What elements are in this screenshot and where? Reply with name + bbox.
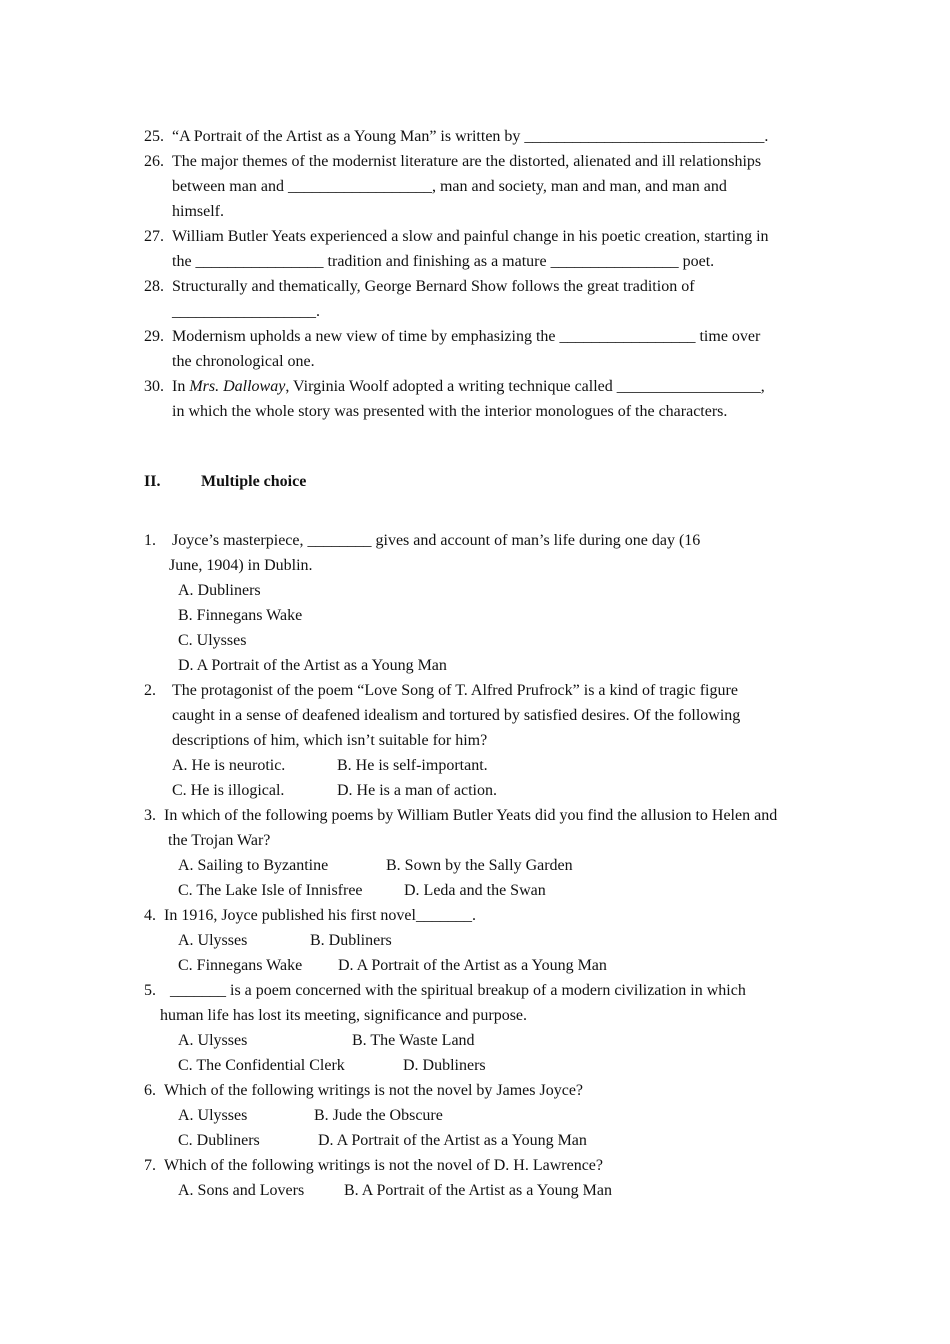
answer-option: B. Dubliners — [310, 932, 392, 949]
question-text: __________________. — [172, 303, 320, 320]
question-text: In 1916, Joyce published his first novel_______. — [164, 907, 476, 924]
question-text: _______ is a poem concerned with the spiritual breakup of a modern civilization in which — [170, 982, 746, 999]
question-number: 30. — [144, 378, 164, 395]
question-text: Which of the following writings is not the novel by James Joyce? — [164, 1082, 584, 1099]
question-number: 4. — [144, 907, 156, 924]
question-number: 29. — [144, 328, 164, 345]
answer-option: C. He is illogical. — [172, 782, 285, 799]
question-text: the ________________ tradition and finishing as a mature ________________ poet. — [172, 253, 715, 270]
question-number: 3. — [144, 807, 156, 824]
question-text: In which of the following poems by William Butler Yeats did you find the allusion to Helen and — [164, 807, 778, 824]
question-text: human life has lost its meeting, significance and purpose. — [160, 1007, 528, 1024]
section-title: Multiple choice — [201, 473, 307, 490]
question-number: 25. — [144, 128, 164, 145]
question-text: June, 1904) in Dublin. — [169, 557, 313, 574]
question-text: in which the whole story was presented with the interior monologues of the characters. — [172, 403, 728, 420]
answer-option: A. Ulysses — [178, 1107, 248, 1124]
question-text: the chronological one. — [172, 353, 315, 370]
answer-option: D. A Portrait of the Artist as a Young Man — [338, 957, 607, 974]
question-text: Modernism upholds a new view of time by emphasizing the _________________ time over — [172, 328, 761, 345]
question-text: “A Portrait of the Artist as a Young Man” is written by ______________________________. — [172, 128, 769, 145]
answer-option: A. Ulysses — [178, 932, 248, 949]
answer-option: D. Dubliners — [403, 1057, 486, 1074]
question-text: Joyce’s masterpiece, ________ gives and account of man’s life during one day (16 — [172, 532, 701, 549]
answer-option: C. The Lake Isle of Innisfree — [178, 882, 363, 899]
question-number: 2. — [144, 682, 156, 699]
answer-option: B. Finnegans Wake — [178, 607, 303, 624]
answer-option: B. The Waste Land — [352, 1032, 475, 1049]
answer-option: B. He is self-important. — [337, 757, 488, 774]
question-text: the Trojan War? — [168, 832, 271, 849]
question-text: In Mrs. Dalloway, Virginia Woolf adopted a writing technique called __________________, — [172, 378, 765, 395]
question-number: 27. — [144, 228, 164, 245]
section-number: II. — [144, 473, 161, 490]
answer-option: C. Dubliners — [178, 1132, 260, 1149]
question-text: The major themes of the modernist literature are the distorted, alienated and ill relationships — [172, 153, 762, 170]
answer-option: A. Dubliners — [178, 582, 261, 599]
answer-option: B. Sown by the Sally Garden — [386, 857, 573, 874]
question-number: 6. — [144, 1082, 156, 1099]
question-number: 1. — [144, 532, 156, 549]
question-number: 7. — [144, 1157, 156, 1174]
question-text: caught in a sense of deafened idealism and tortured by satisfied desires. Of the following — [172, 707, 741, 724]
answer-option: D. A Portrait of the Artist as a Young Man — [318, 1132, 587, 1149]
answer-option: D. A Portrait of the Artist as a Young Man — [178, 657, 447, 674]
answer-option: D. Leda and the Swan — [404, 882, 546, 899]
question-number: 26. — [144, 153, 164, 170]
question-text: between man and __________________, man and society, man and man, and man and — [172, 178, 727, 195]
question-text: himself. — [172, 203, 224, 220]
italic-title: Mrs. Dalloway — [189, 378, 286, 395]
answer-option: A. Sailing to Byzantine — [178, 857, 329, 874]
answer-option: C. Finnegans Wake — [178, 957, 303, 974]
answer-option: D. He is a man of action. — [337, 782, 497, 799]
answer-option: B. A Portrait of the Artist as a Young Man — [344, 1182, 613, 1199]
answer-option: B. Jude the Obscure — [314, 1107, 443, 1124]
question-number: 5. — [144, 982, 156, 999]
question-text: The protagonist of the poem “Love Song of T. Alfred Prufrock” is a kind of tragic figure — [172, 682, 738, 699]
answer-option: A. Sons and Lovers — [178, 1182, 305, 1199]
question-text: William Butler Yeats experienced a slow and painful change in his poetic creation, starting in — [172, 228, 769, 245]
answer-option: C. The Confidential Clerk — [178, 1057, 345, 1074]
answer-option: C. Ulysses — [178, 632, 247, 649]
question-number: 28. — [144, 278, 164, 295]
question-text: Structurally and thematically, George Bernard Show follows the great tradition of — [172, 278, 695, 295]
answer-option: A. Ulysses — [178, 1032, 248, 1049]
question-text: descriptions of him, which isn’t suitable for him? — [172, 732, 488, 749]
question-text: Which of the following writings is not the novel of D. H. Lawrence? — [164, 1157, 603, 1174]
answer-option: A. He is neurotic. — [172, 757, 286, 774]
